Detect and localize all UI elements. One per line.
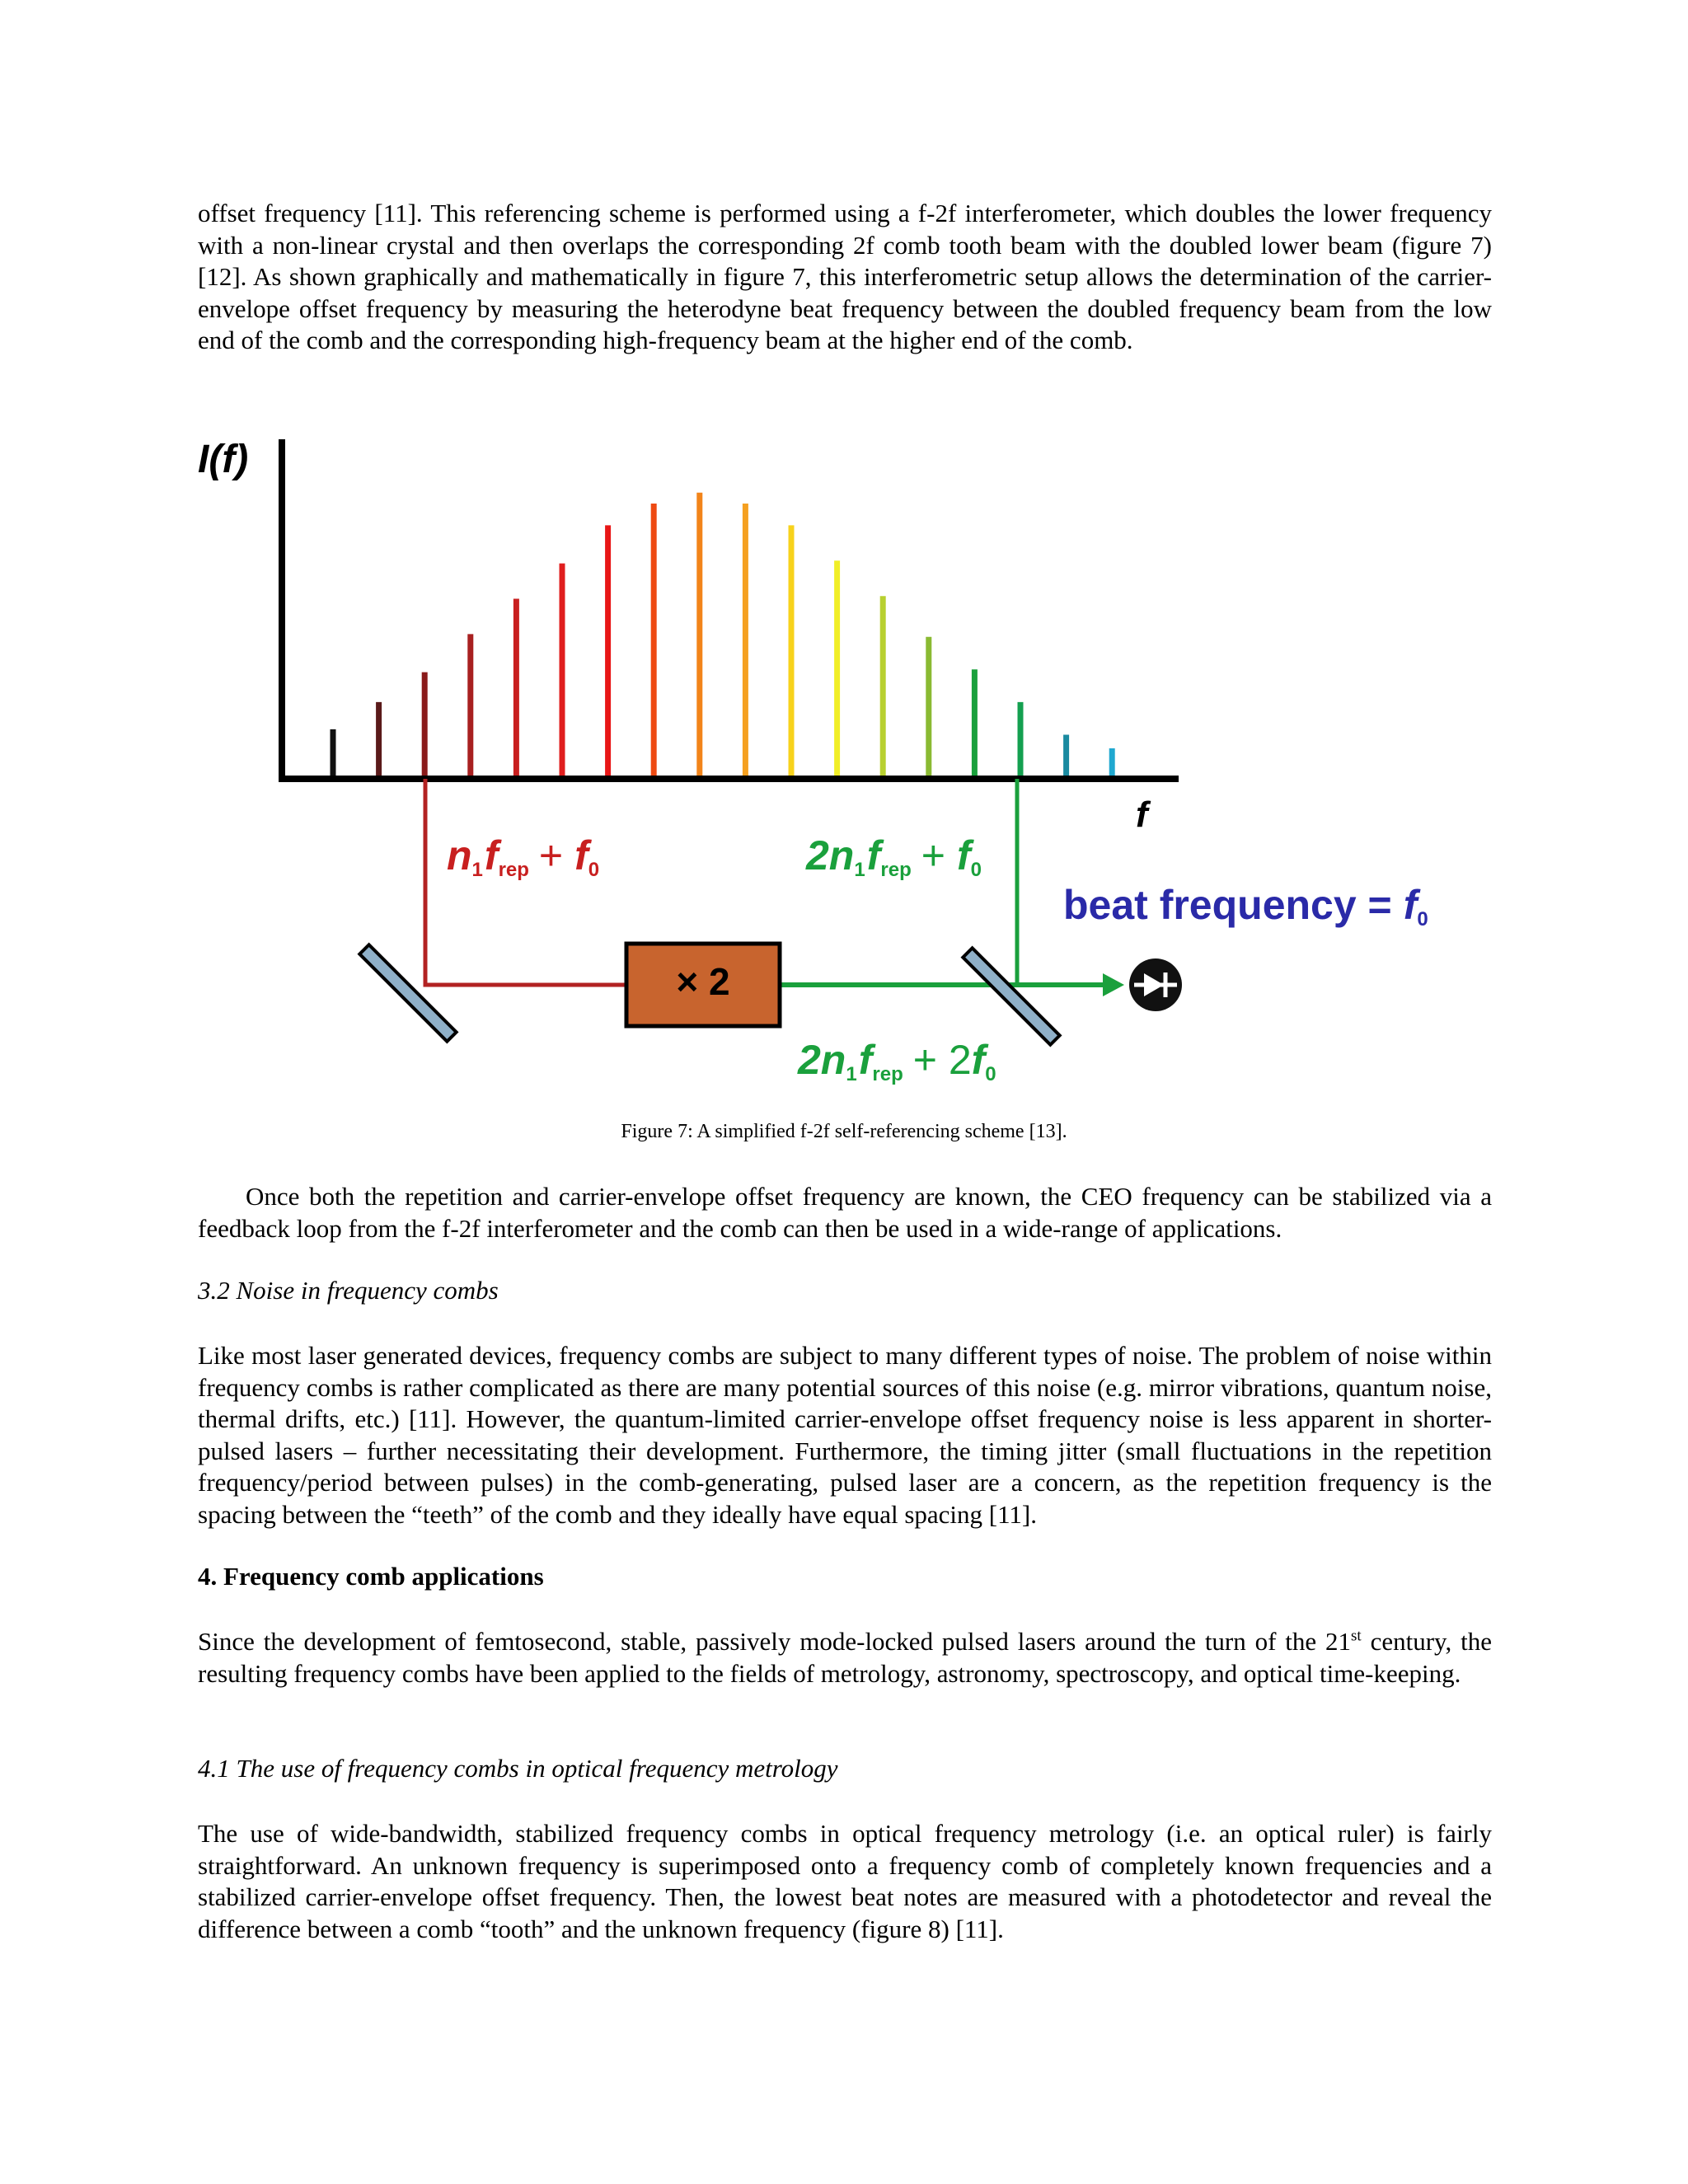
beam-splitter-right xyxy=(963,948,1059,1044)
paragraph-applications xyxy=(198,1626,1492,1690)
doubler-label: × 2 xyxy=(676,960,730,1003)
ordinal-superscript: st xyxy=(1351,1627,1362,1645)
photodetector-icon xyxy=(1129,958,1182,1011)
section-heading-4: 4. Frequency comb applications xyxy=(198,1562,544,1591)
low-beam-path xyxy=(425,779,626,985)
paragraph-noise: Like most laser generated devices, frequency combs are subject to many different types of noise. The problem of noise within frequency combs is rather complicated as there are many potential sources of this noise (e.g. mirror vibrations, quantum noise, thermal drifts, etc.) [11]. However, the quantum-limited carrier-envelope offset frequency noise is less apparent in shorter-pulsed lasers – further necessitating their development. Furthermore, the timing jitter (small fluctuations in the repetition frequency/period between pulses) in the comb-generating, pulsed laser are a concern, as the repetition frequency is the spacing between the “teeth” of the comb and they ideally have equal spacing [11]. xyxy=(198,1341,1492,1529)
low-beam-label: n1frep + f0 xyxy=(447,832,600,881)
high-beam-label: 2n1frep + f0 xyxy=(806,832,982,881)
applications-text-start: Since the development of femtosecond, stable, passively mode-locked pulsed lasers around the turn of the 21 xyxy=(198,1627,1352,1656)
beam-arrowhead xyxy=(1103,973,1124,996)
mirror-left xyxy=(359,944,456,1041)
comb-teeth xyxy=(333,493,1112,776)
paragraph-metrology: The use of wide-bandwidth, stabilized frequency combs in optical frequency metrology (i.e. an optical ruler) is fairly straightforward. An unknown frequency is superimposed onto a frequency comb of completely known frequencies and a stabilized carrier-envelope offset frequency. Then, the lowest beat notes are measured with a photodetector and reveal the difference between a comb “tooth” and the unknown frequency (figure 8) [11]. xyxy=(198,1819,1492,1943)
section-heading-4-1: 4.1 The use of frequency combs in optical frequency metrology xyxy=(198,1754,838,1783)
x-axis-label: f xyxy=(1136,794,1148,835)
section-heading-3-2: 3.2 Noise in frequency combs xyxy=(198,1276,499,1305)
beat-frequency-label: beat frequency = f0 xyxy=(1063,882,1428,930)
figure-caption: Figure 7: A simplified f-2f self-referencing scheme [13]. xyxy=(621,1121,1067,1142)
f2f-scheme-figure xyxy=(190,433,1508,1092)
paragraph-stabilization: Once both the repetition and carrier-envelope offset frequency are known, the CEO frequency can be stabilized via a feedback loop from the f-2f interferometer and the comb can then be used in a wide-range of applications. xyxy=(198,1182,1492,1243)
paragraph-intro: offset frequency [11]. This referencing scheme is performed using a f-2f interferometer, which doubles the lower frequency with a non-linear crystal and then overlaps the corresponding 2f comb tooth beam with the doubled lower beam (figure 7) [12]. As shown graphically and mathematically in figure 7, this interferometric setup allows the determination of the carrier-envelope offset frequency by measuring the heterodyne beat frequency between the doubled frequency beam from the low end of the comb and the corresponding high-frequency beam at the higher end of the comb. xyxy=(198,199,1492,354)
applications-text-end: century, the resulting frequency combs have been applied to the fields of metrology, astronomy, spectroscopy, and optical time-keeping. xyxy=(198,1627,1492,1688)
doubled-beam-label: 2n1frep + 2f0 xyxy=(798,1037,996,1085)
y-axis-label: I(f) xyxy=(198,438,249,481)
